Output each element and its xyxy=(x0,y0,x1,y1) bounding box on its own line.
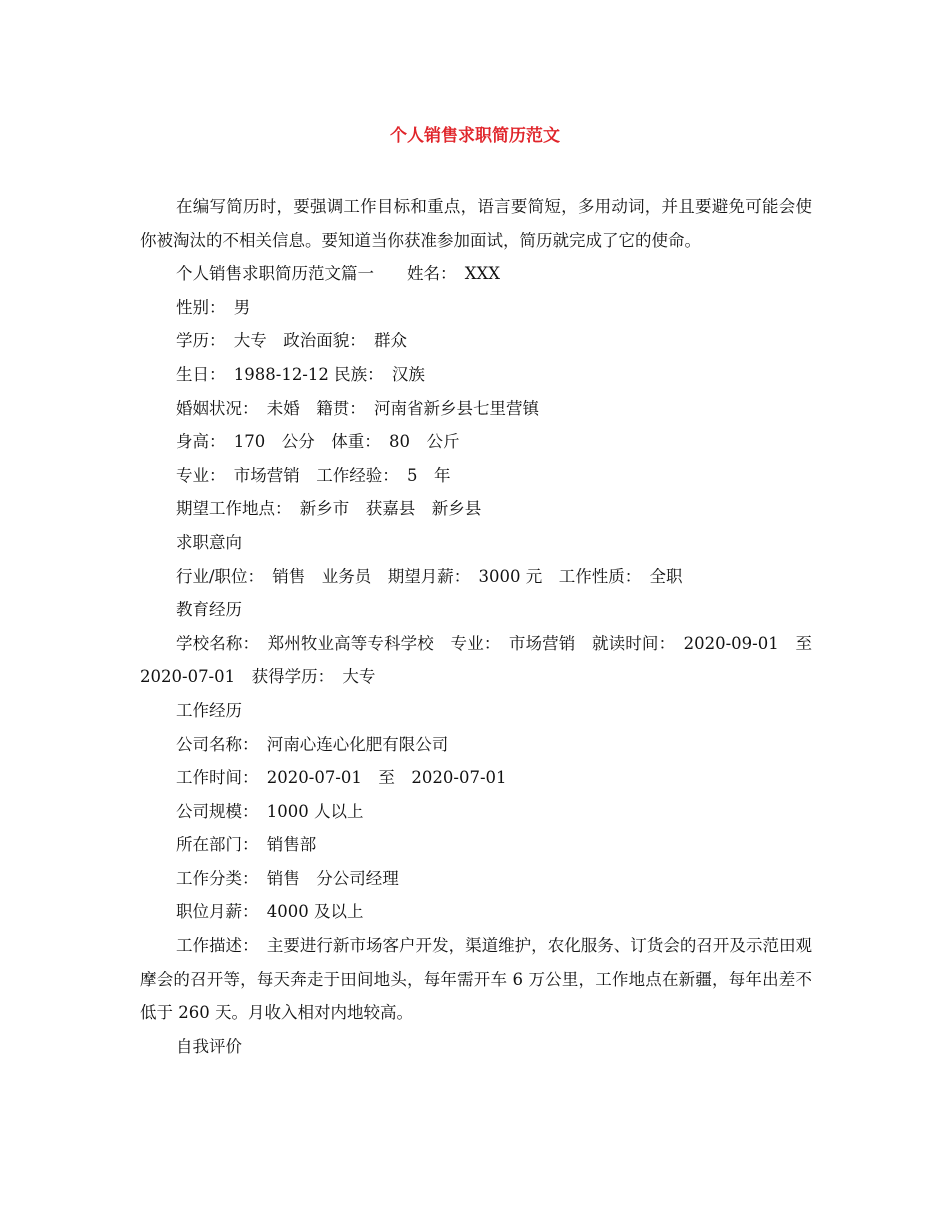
work-line-salary: 职位月薪： 4000 及以上 xyxy=(176,902,364,922)
work-line-company: 公司名称： 河南心连心化肥有限公司 xyxy=(176,734,449,754)
resume-line-major: 专业： 市场营销 工作经验： 5 年 xyxy=(176,465,451,485)
resume-line-education-level: 学历： 大专 政治面貌： 群众 xyxy=(176,331,407,351)
document-title: 个人销售求职简历范文 xyxy=(390,126,560,146)
resume-line-marital: 婚姻状况： 未婚 籍贯： 河南省新乡县七里营镇 xyxy=(176,398,539,418)
section-heading-work: 工作经历 xyxy=(176,700,242,720)
work-line-scale: 公司规模： 1000 人以上 xyxy=(176,801,364,821)
resume-line-birthday: 生日： 1988-12-12 民族： 汉族 xyxy=(176,364,425,384)
section-heading-education: 教育经历 xyxy=(176,600,242,620)
section-heading-self-eval: 自我评价 xyxy=(176,1036,242,1056)
section-heading-job-intent: 求职意向 xyxy=(176,532,242,552)
resume-line-gender: 性别： 男 xyxy=(176,297,251,317)
work-description-paragraph: 工作描述： 主要进行新市场客户开发，渠道维护，农化服务、订货会的召开及示范田观摩会的召开等，每天奔走于田间地头，每年需开车 6 万公里，工作地点在新疆，每年出差不低于 260 天。月收入相对内地较高。 xyxy=(140,936,812,1023)
work-line-category: 工作分类： 销售 分公司经理 xyxy=(176,868,399,888)
resume-line-industry: 行业/职位： 销售 业务员 期望月薪： 3000 元 工作性质： 全职 xyxy=(176,566,683,586)
intro-paragraph: 在编写简历时，要强调工作目标和重点，语言要简短，多用动词，并且要避免可能会使你被淘汰的不相关信息。要知道当你获准参加面试，简历就完成了它的使命。 xyxy=(140,197,812,250)
document-body xyxy=(140,190,829,1063)
education-paragraph: 学校名称： 郑州牧业高等专科学校 专业： 市场营销 就读时间： 2020-09-01 至 2020-07-01 获得学历： 大专 xyxy=(140,633,829,687)
resume-line-name: 个人销售求职简历范文篇一 姓名： XXX xyxy=(176,264,500,284)
resume-line-height: 身高： 170 公分 体重： 80 公斤 xyxy=(176,432,460,452)
work-line-department: 所在部门： 销售部 xyxy=(176,835,317,855)
resume-line-location: 期望工作地点： 新乡市 获嘉县 新乡县 xyxy=(176,499,482,519)
work-line-period: 工作时间： 2020-07-01 至 2020-07-01 xyxy=(176,768,507,788)
